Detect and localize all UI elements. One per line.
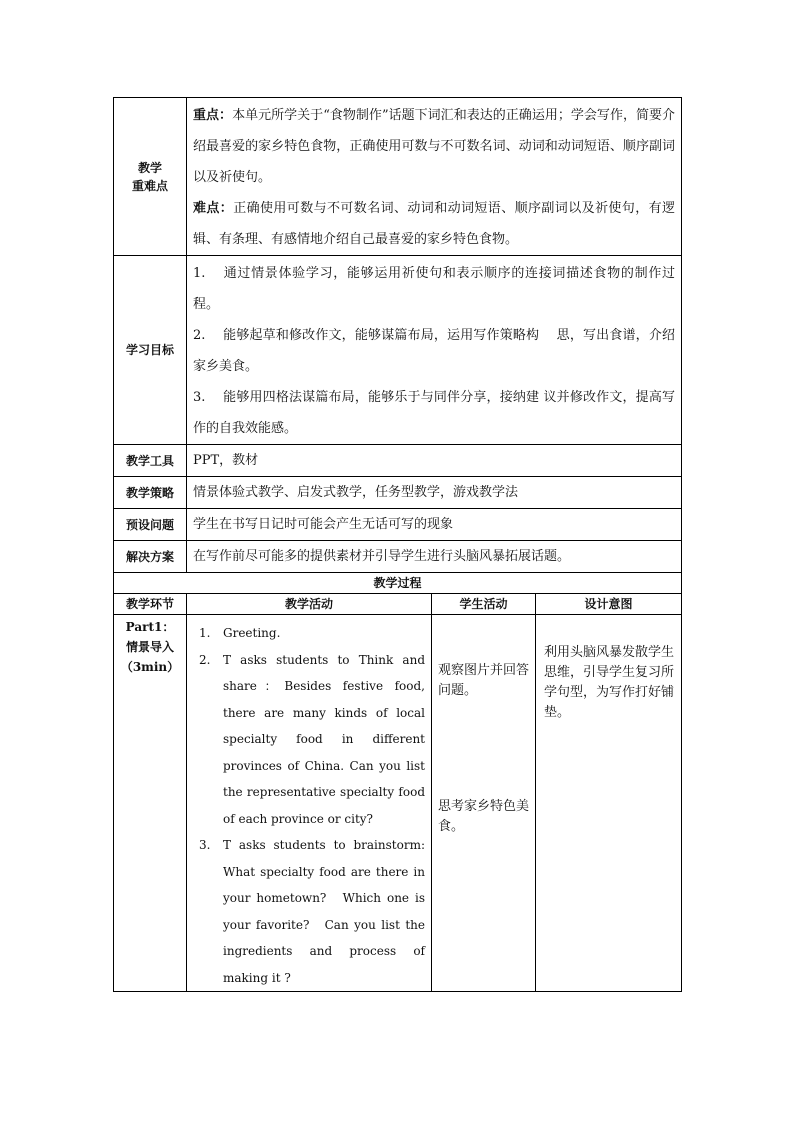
key-point-paragraph [193, 100, 675, 193]
objective-item [193, 258, 675, 320]
process-title-row [114, 573, 682, 594]
activity-number: 3. [199, 838, 211, 852]
tools-label: 教学工具 [114, 445, 187, 477]
activity-number: 2. [199, 652, 211, 667]
key-points-label [114, 98, 187, 256]
activity-text: T asks students to Think and share：Besides festive food, there are many kinds of local specialty food in different provinces of China. Can you list the representative specialty food of each province or city? [223, 652, 425, 826]
key-point-text: 本单元所学关于“食物制作”话题下词汇和表达的正确运用；学会写作，简要介绍最喜爱的家乡特色食物，正确使用可数与不可数名词、动词和动词短语、顺序副词以及祈使句。 [193, 108, 676, 185]
difficulty-paragraph [193, 193, 675, 255]
activity-item [193, 832, 425, 991]
strategy-text: 情景体验式教学、启发式教学，任务型教学，游戏教学法 [187, 477, 682, 509]
key-points-content [187, 98, 682, 256]
part1-row [114, 615, 682, 992]
part1-design-intent: 利用头脑风暴发散学生思维，引导学生复习所学句型，为写作打好铺垫。 [536, 615, 682, 992]
problem-row [114, 509, 682, 541]
part1-teacher-activities [187, 615, 432, 992]
strategy-row [114, 477, 682, 509]
objective-number: 2. [193, 328, 206, 343]
objective-item [193, 382, 675, 444]
part1-student-activities [432, 615, 536, 992]
objective-number: 3. [193, 390, 206, 405]
activity-item [193, 620, 425, 647]
part1-stage [114, 615, 187, 992]
student-activity-1: 观察图片并回答问题。 [438, 663, 530, 698]
stage-line: Part1： [125, 620, 175, 634]
process-header-row [114, 594, 682, 615]
solution-row [114, 541, 682, 573]
header-stage: 教学环节 [114, 594, 187, 615]
objective-text: 能够用四格法谋篇布局，能够乐于与同伴分享，接纳建 议并修改作文，提高写作的自我效能感。 [193, 390, 676, 436]
activity-text: T asks students to brainstorm: What specialty food are there in your hometown? Which one is your favorite? Can you list the ingredients and process of making it ? [223, 838, 425, 985]
student-activity-2: 思考家乡特色美食。 [438, 799, 530, 834]
label-line: 重难点 [131, 178, 168, 193]
problem-text: 学生在书写日记时可能会产生无话可写的现象 [187, 509, 682, 541]
objectives-label: 学习目标 [114, 256, 187, 445]
key-points-row [114, 98, 682, 256]
difficulty-text: 正确使用可数与不可数名词、动词和动词短语、顺序副词以及祈使句，有逻辑、有条理、有感情地介绍自己最喜爱的家乡特色食物。 [193, 201, 676, 247]
objectives-row [114, 256, 682, 445]
tools-row [114, 445, 682, 477]
strategy-label: 教学策略 [114, 477, 187, 509]
difficulty-title: 难点： [193, 201, 234, 216]
objectives-content [187, 256, 682, 445]
activity-item [193, 647, 425, 833]
objective-number: 1. [193, 266, 206, 281]
objective-text: 通过情景体验学习，能够运用祈使句和表示顺序的连接词描述食物的制作过程。 [193, 266, 676, 312]
header-teacher-activity: 教学活动 [187, 594, 432, 615]
activity-text: Greeting. [223, 626, 281, 640]
key-point-title: 重点： [193, 108, 233, 123]
solution-text: 在写作前尽可能多的提供素材并引导学生进行头脑风暴拓展话题。 [187, 541, 682, 573]
activity-number: 1. [199, 626, 211, 640]
header-student-activity: 学生活动 [432, 594, 536, 615]
process-title: 教学过程 [114, 573, 682, 594]
label-line: 教学 [137, 160, 162, 175]
header-design-intent: 设计意图 [536, 594, 682, 615]
problem-label: 预设问题 [114, 509, 187, 541]
lesson-plan [113, 97, 681, 992]
lesson-plan-table [113, 97, 682, 992]
stage-line: 情景导入 [125, 640, 174, 654]
tools-text: PPT，教材 [187, 445, 682, 477]
stage-line: （3min） [120, 660, 180, 674]
objective-text: 能够起草和修改作文，能够谋篇布局，运用写作策略构 思，写出食谱，介绍家乡美食。 [193, 328, 676, 374]
solution-label: 解决方案 [114, 541, 187, 573]
objective-item [193, 320, 675, 382]
